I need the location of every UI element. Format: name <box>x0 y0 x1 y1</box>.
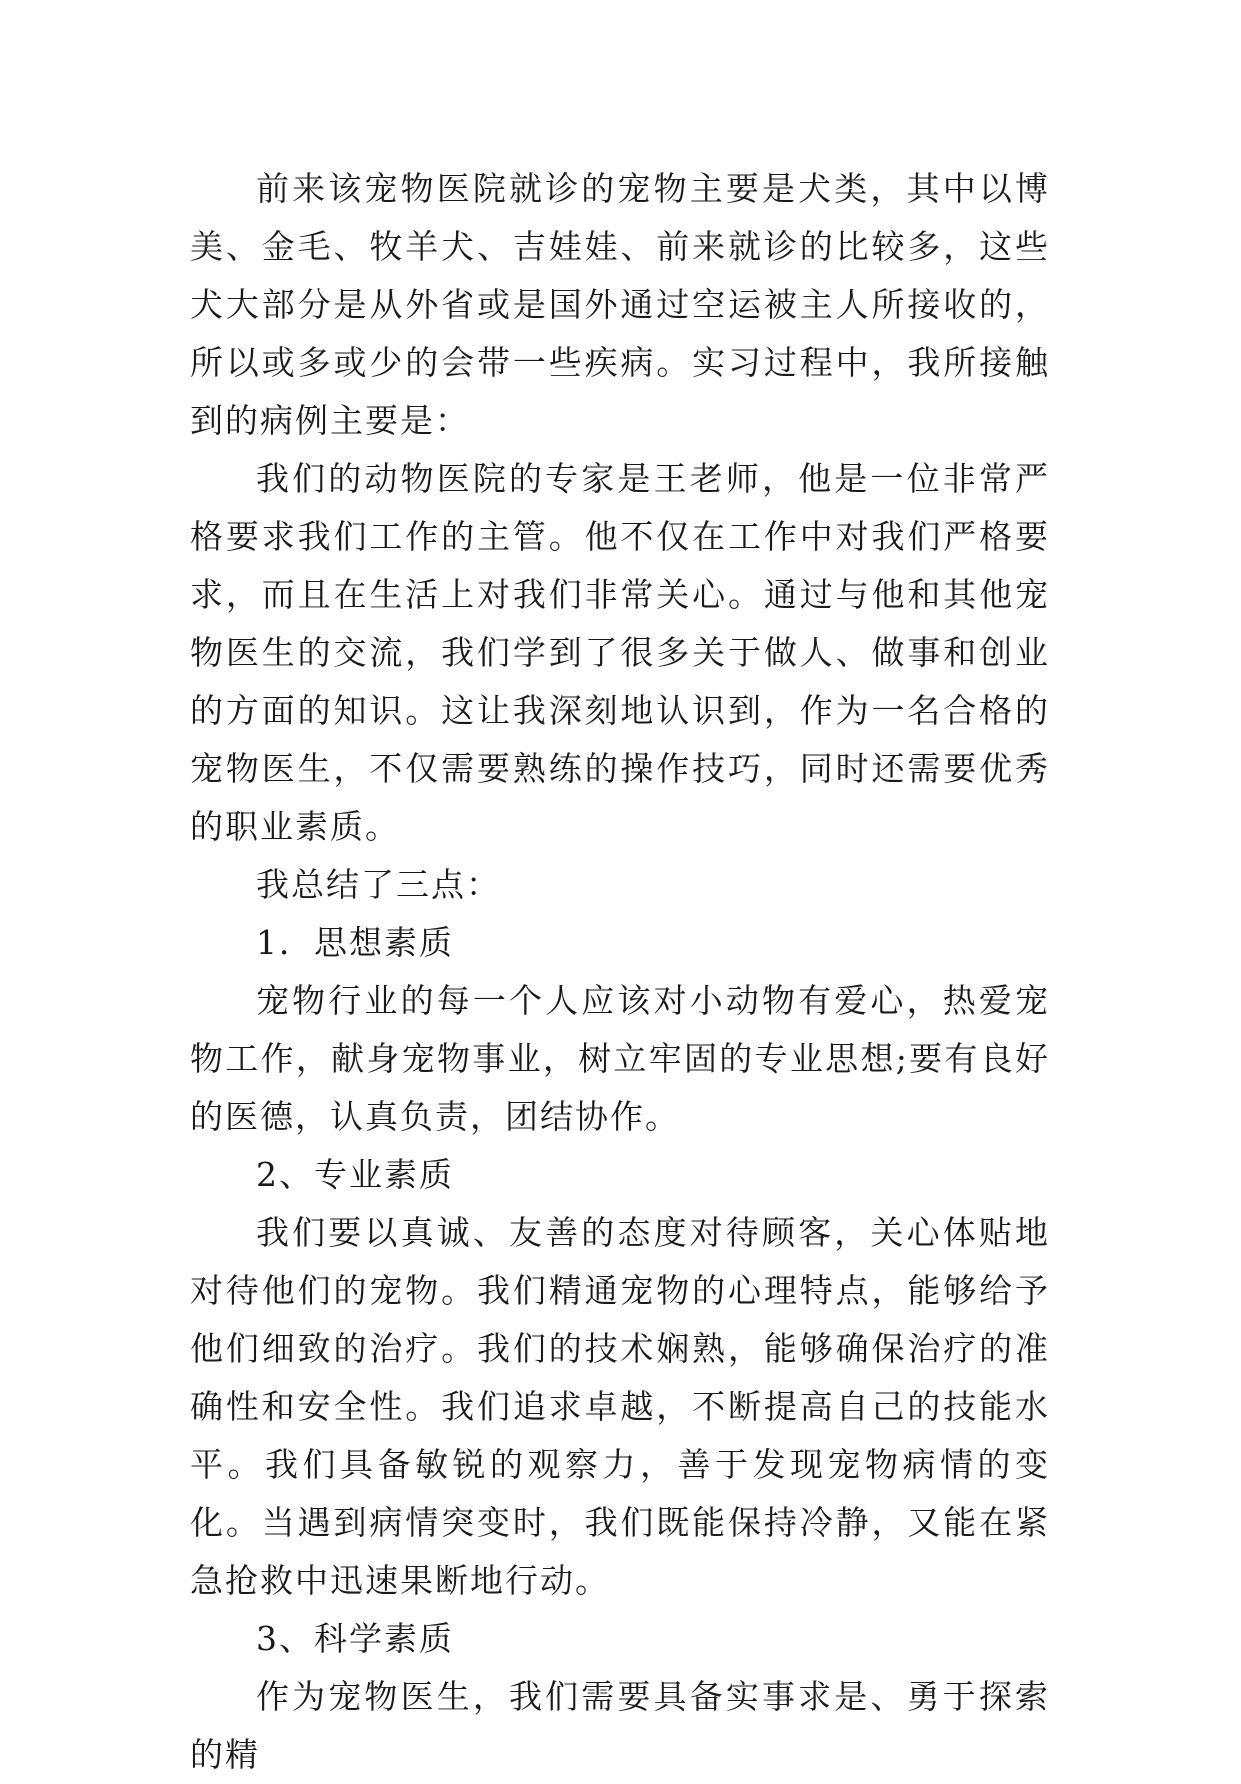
heading-professional-quality: 2、专业素质 <box>256 1155 454 1194</box>
heading-ideological-quality: 1．思想素质 <box>256 923 454 962</box>
paragraph-expert: 我们的动物医院的专家是王老师，他是一位非常严格要求我们工作的主管。他不仅在工作中对我们严格要求，而且在生活上对我们非常关心。通过与他和其他宠物医生的交流，我们学到了很多关于做人、做事和创业的方面的知识。这让我深刻地认识到，作为一名合格的宠物医生，不仅需要熟练的操作技巧，同时还需要优秀的职业素质。 <box>190 459 1050 846</box>
paragraph-patients: 前来该宠物医院就诊的宠物主要是犬类，其中以博美、金毛、牧羊犬、吉娃娃、前来就诊的比较多，这些犬大部分是从外省或是国外通过空运被主人所接收的，所以或多或少的会带一些疾病。实习过程中，我所接触到的病例主要是： <box>190 169 1050 440</box>
heading-scientific-quality: 3、科学素质 <box>256 1619 454 1658</box>
paragraph-summary: 我总结了三点： <box>256 865 501 904</box>
paragraph-scientific-quality: 作为宠物医生，我们需要具备实事求是、勇于探索的精 <box>190 1677 1050 1774</box>
document-body <box>190 160 1050 1784</box>
paragraph-professional-quality: 我们要以真诚、友善的态度对待顾客，关心体贴地对待他们的宠物。我们精通宠物的心理特点，能够给予他们细致的治疗。我们的技术娴熟，能够确保治疗的准确性和安全性。我们追求卓越，不断提高自己的技能水平。我们具备敏锐的观察力，善于发现宠物病情的变化。当遇到病情突变时，我们既能保持冷静，又能在紧急抢救中迅速果断地行动。 <box>190 1213 1050 1600</box>
paragraph-ideological-quality: 宠物行业的每一个人应该对小动物有爱心，热爱宠物工作，献身宠物事业，树立牢固的专业思想;要有良好的医德，认真负责，团结协作。 <box>190 981 1050 1136</box>
